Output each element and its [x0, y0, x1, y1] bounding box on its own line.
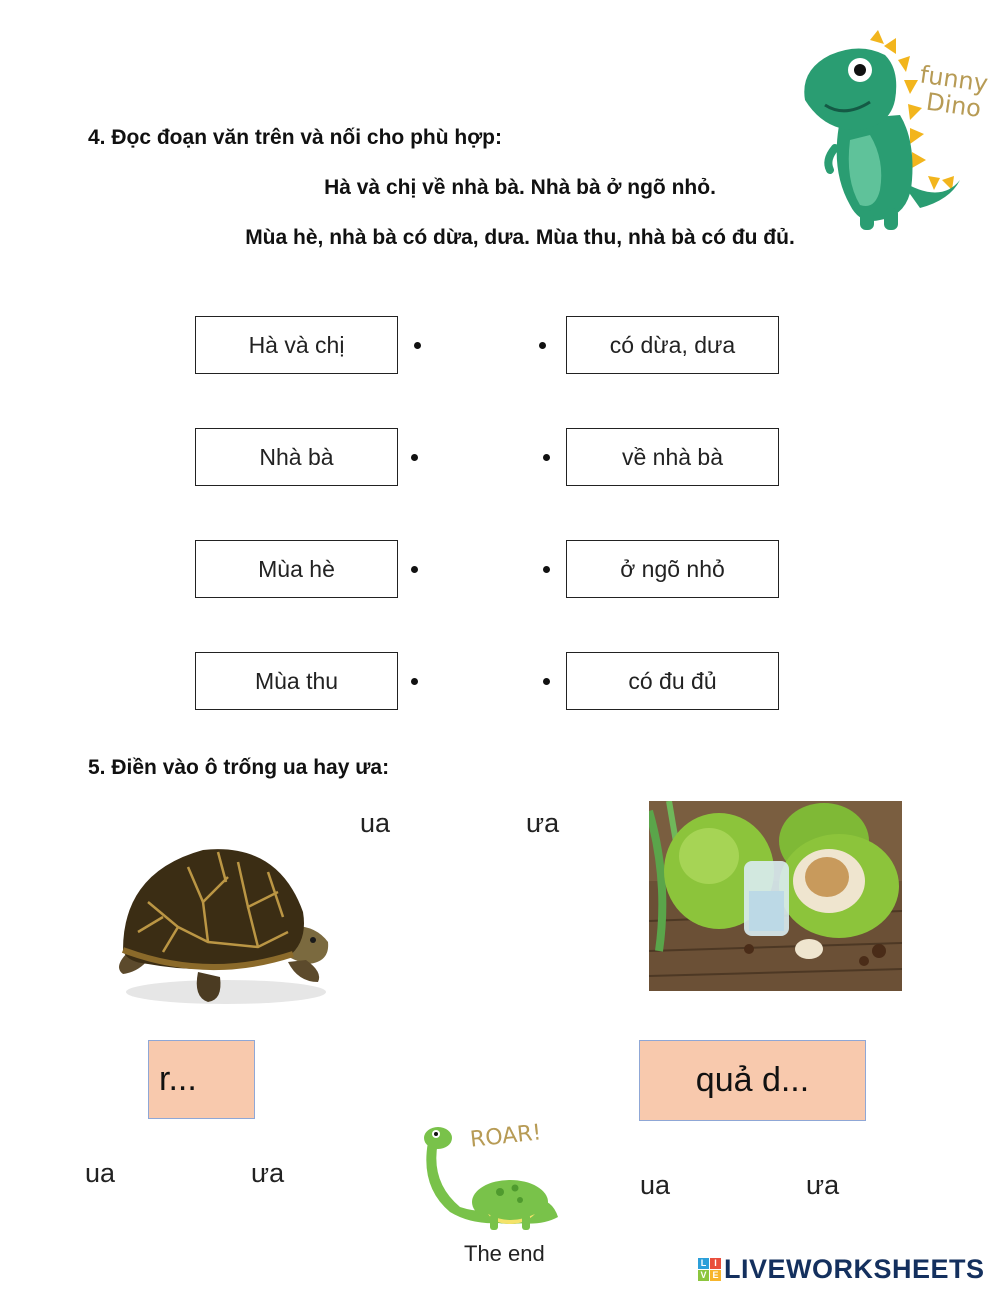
funny-word: funny	[918, 60, 990, 98]
dino-word: Dino	[924, 87, 983, 124]
match-right-1[interactable]: có dừa, dưa	[566, 316, 779, 374]
q4-heading: 4. Đọc đoạn văn trên và nối cho phù hợp:	[88, 126, 502, 149]
right-option-ua[interactable]: ua	[640, 1170, 671, 1200]
live-badge-icon	[698, 1258, 721, 1281]
passage-line-1: Hà và chị về nhà bà. Nhà bà ở ngõ nhỏ.	[324, 176, 716, 199]
fill-box-turtle[interactable]	[148, 1040, 255, 1119]
match-dot-left-4[interactable]	[411, 678, 418, 685]
top-option-ua-horn[interactable]: ưa	[526, 808, 560, 838]
match-dot-right-3[interactable]	[543, 566, 550, 573]
match-right-3[interactable]: ở ngõ nhỏ	[566, 540, 779, 598]
match-left-2[interactable]: Nhà bà	[195, 428, 398, 486]
match-left-3[interactable]: Mùa hè	[195, 540, 398, 598]
match-dot-right-2[interactable]	[543, 454, 550, 461]
match-left-1[interactable]: Hà và chị	[195, 316, 398, 374]
coconut-image	[649, 801, 902, 991]
match-dot-left-2[interactable]	[411, 454, 418, 461]
passage-line-2: Mùa hè, nhà bà có dừa, dưa. Mùa thu, nhà bà có đu đủ.	[245, 226, 795, 249]
turtle-image	[108, 832, 336, 1010]
the-end-text: The end	[464, 1241, 545, 1266]
badge-letter-l: L	[698, 1258, 709, 1269]
match-dot-left-3[interactable]	[411, 566, 418, 573]
left-option-ua-horn[interactable]: ưa	[251, 1158, 285, 1188]
match-dot-right-1[interactable]	[539, 342, 546, 349]
match-left-4[interactable]: Mùa thu	[195, 652, 398, 710]
badge-letter-i: I	[710, 1258, 721, 1269]
match-dot-right-4[interactable]	[543, 678, 550, 685]
roar-text: ROAR!	[468, 1120, 543, 1153]
brand-name: LIVEWORKSHEETS	[724, 1254, 985, 1284]
q5-heading: 5. Điền vào ô trống ua hay ưa:	[88, 756, 390, 779]
liveworksheets-logo	[698, 1254, 985, 1285]
badge-letter-v: V	[698, 1270, 709, 1281]
top-option-ua[interactable]: ua	[360, 808, 391, 838]
match-right-2[interactable]: về nhà bà	[566, 428, 779, 486]
match-dot-left-1[interactable]	[414, 342, 421, 349]
left-option-ua[interactable]: ua	[85, 1158, 116, 1188]
badge-letter-e: E	[710, 1270, 721, 1281]
funny-dino-illustration	[800, 30, 995, 235]
fill-word-turtle: r...	[159, 1060, 197, 1098]
funny-dino-text	[915, 62, 990, 123]
fill-box-coconut[interactable]	[639, 1040, 866, 1121]
right-option-ua-horn[interactable]: ưa	[806, 1170, 840, 1200]
match-right-4[interactable]: có đu đủ	[566, 652, 779, 710]
fill-word-coconut: quả d...	[695, 1061, 810, 1099]
